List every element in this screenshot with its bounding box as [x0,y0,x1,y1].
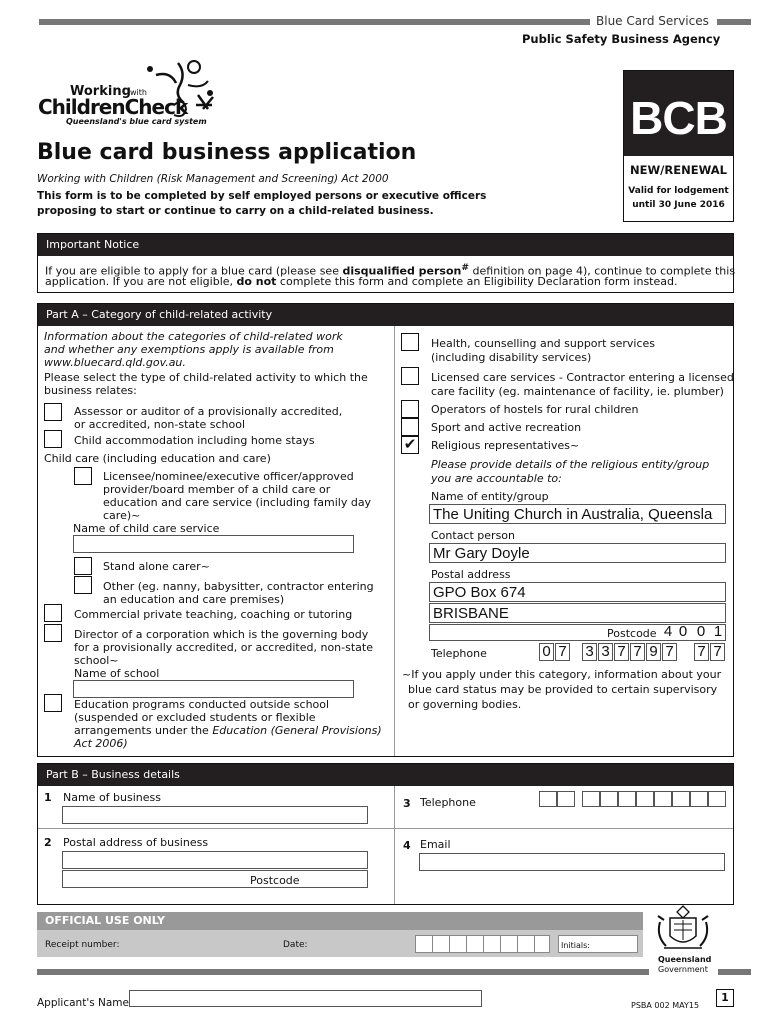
entity-input[interactable]: The Uniting Church in Australia, Queensla [429,504,726,524]
business-telephone-digit[interactable] [557,791,575,807]
part-a-note-1: ~If you apply under this category, information about your [402,668,722,681]
business-telephone-digit[interactable] [654,791,672,807]
logo-children-check-text: ChildrenCheck [38,95,188,119]
footer-bar-right [718,969,751,975]
child-care-name-label: Name of child care service [73,522,220,535]
logo-working-text: Working [70,84,131,99]
page-title: Blue card business application [37,140,417,165]
applicant-name-label: Applicant's Name [37,997,129,1009]
part-b-row-divider-left [38,828,394,829]
page-number: 1 [716,989,734,1007]
label-director-2: for a provisionally accredited, or accredited, non-state [74,641,373,654]
checkbox-health-counselling[interactable] [401,333,419,351]
notice-hash: # [461,262,470,273]
logo-with-text: with [130,88,147,97]
queensland-logo-line1: Queensland [658,955,712,964]
q1-number: 1 [44,791,52,804]
label-hostels: Operators of hostels for rural children [431,403,639,416]
part-b-column-divider [394,786,395,904]
checkbox-assessor[interactable] [44,403,62,421]
form-code-box [623,70,734,222]
school-name-input[interactable] [73,680,354,698]
label-licensee-2: provider/board member of a child care or [103,483,331,496]
label-licensee-1: Licensee/nominee/executive officer/approved [103,470,354,483]
header-agency-name: Public Safety Business Agency [522,32,721,46]
notice-line1-c: definition on page 4), continue to complete this [469,264,736,278]
queensland-crest-icon [652,902,714,954]
telephone-digit[interactable]: 0 [539,643,554,661]
q4-label: Email [420,838,451,851]
q3-number: 3 [403,797,411,810]
working-with-children-check-logo [38,55,228,130]
label-director-1: Director of a corporation which is the governing body [74,628,369,641]
q1-label: Name of business [63,791,161,804]
postcode-digit: 4 [663,623,673,640]
checkbox-licensee[interactable] [74,467,92,485]
postal-input-line1[interactable]: GPO Box 674 [429,582,726,602]
q4-number: 4 [403,839,411,852]
checkbox-hostels[interactable] [401,400,419,418]
notice-line2-a: application. If you are not eligible, [45,275,237,288]
date-boxes[interactable] [415,935,550,953]
label-licensed-1: Licensed care services - Contractor entering a licensed [431,371,734,384]
queensland-government-logo [652,902,714,976]
telephone-digit[interactable]: 3 [582,643,597,661]
postal-input-line2[interactable]: BRISBANE [429,603,726,623]
notice-disqualified-person: disqualified person [342,264,462,278]
business-address-input[interactable] [62,851,368,869]
business-postcode-label: Postcode [250,874,300,887]
header-right-bar [717,19,751,25]
religious-prompt-1: Please provide details of the religious entity/group [431,458,710,471]
checkbox-licensed-care[interactable] [401,367,419,385]
queensland-logo-line2: Government [658,965,708,974]
telephone-digit[interactable]: 7 [555,643,570,661]
label-commercial-teaching: Commercial private teaching, coaching or tutoring [74,608,353,621]
date-box-dividers [416,936,549,952]
business-telephone-digit[interactable] [636,791,654,807]
postal-label: Postal address [431,568,511,581]
checkbox-religious[interactable]: ✔ [401,436,419,454]
religious-prompt-2: you are accountable to: [431,472,562,485]
notice-line1-a: If you are eligible to apply for a blue card (please see [45,264,343,278]
postcode-digit: 1 [713,623,723,640]
q2-label: Postal address of business [63,836,209,849]
part-a-info-2: and whether any exemptions apply is available from [44,343,334,356]
footer-bar [37,969,649,975]
checkbox-stand-alone-carer[interactable] [74,557,92,575]
notice-line2 [45,275,678,288]
logo-tagline: Queensland's blue card system [66,117,207,126]
checkbox-child-accommodation[interactable] [44,430,62,448]
business-telephone-digit[interactable] [618,791,636,807]
intro-line1: This form is to be completed by self employed persons or executive officers [37,190,487,202]
label-licensee-3: education and care service (including family day [103,496,372,509]
part-a-note-2: blue card status may be provided to certain supervisory [408,683,718,696]
child-care-heading: Child care (including education and care) [44,452,271,465]
contact-input[interactable]: Mr Gary Doyle [429,543,726,563]
checkbox-director[interactable] [44,624,62,642]
applicant-name-input[interactable] [129,990,482,1007]
part-b-row-divider-right [395,828,733,829]
business-telephone-digit[interactable] [672,791,690,807]
entity-label: Name of entity/group [431,490,549,503]
checkbox-education-programs[interactable] [44,694,62,712]
label-licensed-2: care facility (eg. maintenance of facility, ie. plumber) [431,385,724,398]
telephone-digit[interactable]: 7 [710,643,725,661]
postcode-label: Postcode [607,627,657,640]
telephone-digit[interactable]: 7 [662,643,677,661]
business-name-input[interactable] [62,806,368,824]
important-notice-title: Important Notice [38,234,733,256]
business-telephone-digit[interactable] [690,791,708,807]
label-director-3: school~ [74,654,119,667]
initials-box[interactable] [558,935,638,953]
form-valid-line2: until 30 June 2016 [632,200,725,210]
important-notice-panel [37,233,734,293]
intro-line2: proposing to start or continue to carry on a child-related business. [37,205,434,217]
checkbox-commercial-teaching[interactable] [44,604,62,622]
form-code-footer: PSBA 002 MAY15 [631,1001,700,1010]
form-code: BCB [624,71,733,156]
header-left-bar [39,19,590,25]
business-email-input[interactable] [419,853,725,871]
label-education-1: Education programs conducted outside school [74,698,330,711]
telephone-digit[interactable]: 7 [694,643,709,661]
part-b-title: Part B – Business details [38,764,733,786]
form-type: NEW/RENEWAL [630,163,727,177]
postcode-digit: 0 [696,623,706,640]
school-name-label: Name of school [74,667,160,680]
label-education-3a: arrangements under the [74,724,213,737]
checkbox-sport[interactable] [401,418,419,436]
receipt-number-label: Receipt number: [45,940,120,950]
label-health-2: (including disability services) [431,351,592,364]
q2-number: 2 [44,836,52,849]
page-subtitle: Working with Children (Risk Management and Screening) Act 2000 [37,173,389,185]
label-assessor-2: or accredited, non-state school [74,418,245,431]
part-a-select-2: business relates: [44,384,137,397]
telephone-digit[interactable]: 7 [614,643,629,661]
contact-label: Contact person [431,529,515,542]
telephone-label: Telephone [431,647,487,660]
label-other-2: an education and care premises) [103,593,285,606]
q3-label: Telephone [420,796,476,809]
label-child-accommodation: Child accommodation including home stays [74,434,315,447]
business-telephone-digit[interactable] [539,791,557,807]
notice-do-not: do not [236,275,277,288]
label-education-3 [74,724,382,737]
postcode-digit: 0 [678,623,688,640]
business-telephone-digit[interactable] [600,791,618,807]
business-telephone-digit[interactable] [708,791,726,807]
telephone-digit[interactable]: 3 [598,643,613,661]
date-label: Date: [283,940,308,950]
label-sport: Sport and active recreation [431,421,582,434]
notice-line2-c: complete this form and complete an Eligibility Declaration form instead. [276,275,678,288]
part-a-info-1: Information about the categories of child-related work [44,330,343,343]
label-other-1: Other (eg. nanny, babysitter, contractor entering [103,580,374,593]
business-telephone-digit[interactable] [582,791,600,807]
part-a-select-1: Please select the type of child-related activity to which the [44,371,368,384]
label-assessor-1: Assessor or auditor of a provisionally accredited, [74,405,343,418]
telephone-digit[interactable]: 7 [630,643,645,661]
label-religious: Religious representatives~ [431,439,580,452]
telephone-digit[interactable]: 9 [646,643,661,661]
header-service-name: Blue Card Services [596,14,709,28]
part-a-info-3: www.bluecard.qld.gov.au. [44,356,186,369]
child-care-name-input[interactable] [73,535,354,553]
label-education-2: (suspended or excluded students or flexible [74,711,316,724]
part-a-title: Part A – Category of child-related activity [38,304,733,326]
official-use-panel [37,912,643,957]
initials-label: Initials: [561,941,590,950]
label-health-1: Health, counselling and support services [431,337,656,350]
checkbox-other-carer[interactable] [74,576,92,594]
label-licensee-4: care)~ [103,509,141,522]
label-education-3b: Education (General Provisions) [212,724,382,737]
business-postcode-row[interactable] [62,870,368,888]
part-a-note-3: or governing bodies. [408,698,522,711]
label-education-4: Act 2006) [74,737,128,750]
label-stand-alone-carer: Stand alone carer~ [103,560,210,573]
part-a-column-divider [394,326,395,756]
form-valid-line1: Valid for lodgement [628,186,729,196]
official-use-title: OFFICIAL USE ONLY [37,912,643,930]
